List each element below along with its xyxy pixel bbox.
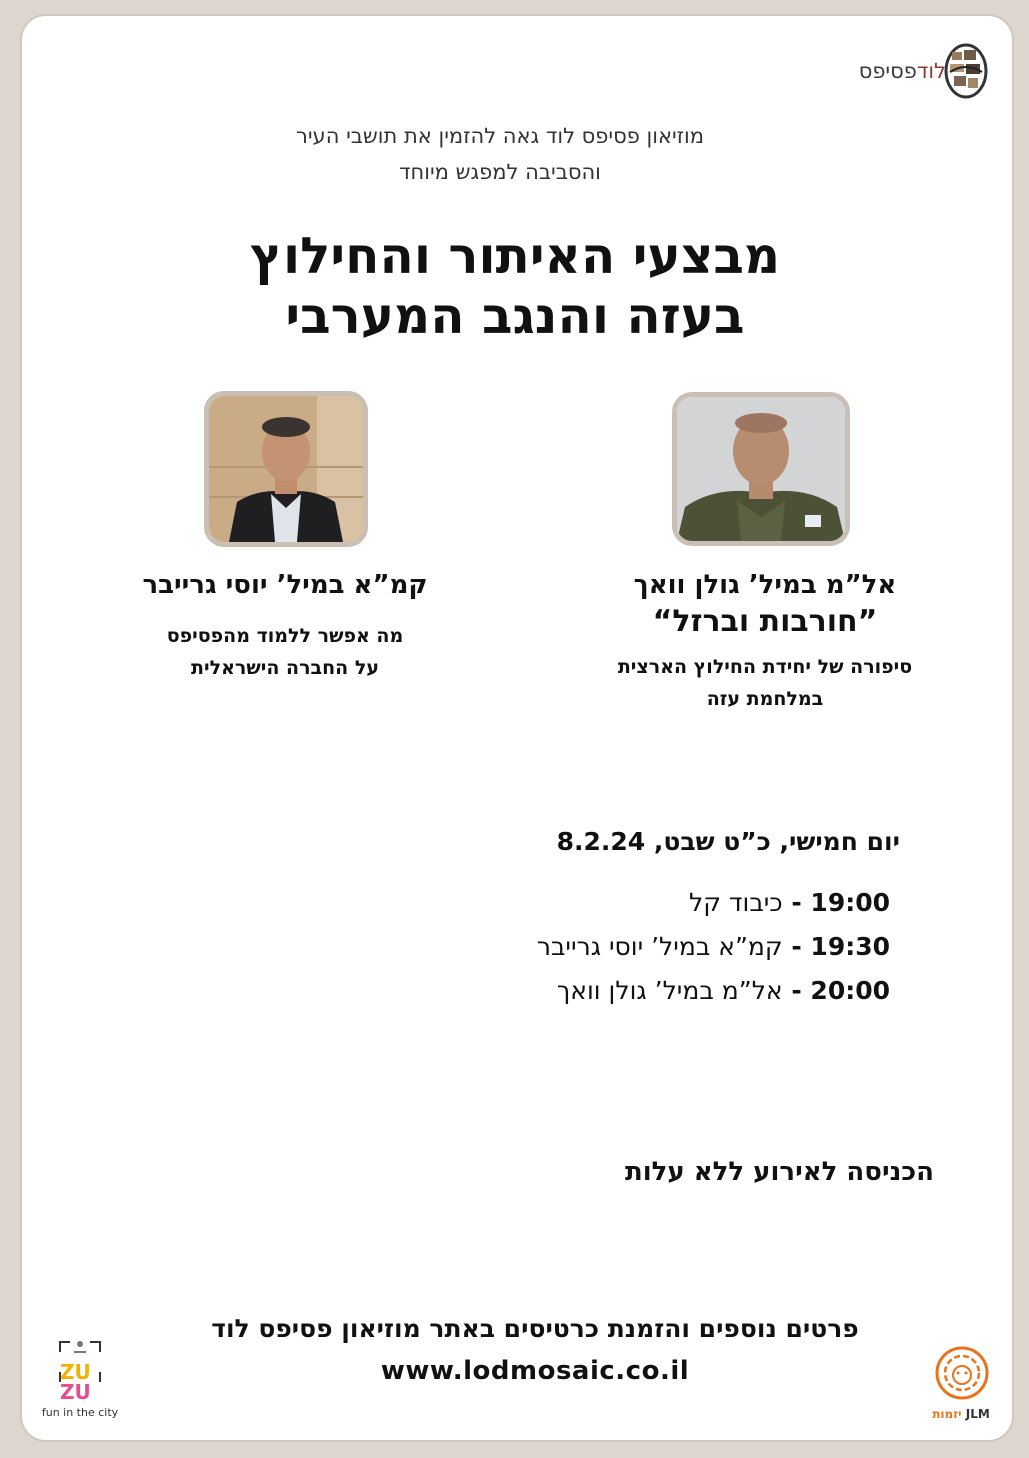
schedule-separator: - (782, 932, 811, 961)
schedule-time: 20:00 (810, 976, 890, 1005)
speaker-2-portrait-icon (209, 396, 363, 542)
speaker-1-subtitle-1: סיפורה של יחידת החילוץ הארצית (617, 656, 913, 678)
event-title (160, 226, 870, 346)
schedule-separator: - (782, 888, 811, 917)
speaker-2-photo (204, 391, 368, 547)
speaker-1-portrait-icon (677, 397, 845, 541)
speaker-2-subtitle-1: מה אפשר ללמוד מהפסיפס (166, 625, 404, 647)
jlm-text (926, 1407, 996, 1421)
logo-text (850, 59, 946, 83)
schedule-item (440, 932, 890, 961)
speaker-2-subtitle-2: על החברה הישראלית (191, 657, 379, 679)
speaker-1-name: אל”מ במיל’ גולן וואך (633, 570, 897, 600)
schedule-text: כיבוד קל (689, 888, 783, 917)
logo-text-mosaic: פסיפס (858, 59, 917, 83)
zuzu-tagline: fun in the city (41, 1406, 119, 1419)
intro-text (200, 118, 800, 190)
schedule-separator: - (782, 976, 811, 1005)
event-date: יום חמישי, כ”ט שבט, 8.2.24 (556, 827, 900, 856)
jlm-english: JLM (965, 1407, 990, 1421)
schedule-text: קמ”א במיל’ יוסי גרייבר (536, 932, 783, 961)
speaker-2-block (110, 570, 460, 684)
free-entry-text: הכניסה לאירוע ללא עלות (624, 1157, 934, 1187)
speaker-1-block (580, 570, 950, 715)
logo-text-lod: לוד (916, 59, 946, 83)
schedule-time: 19:00 (810, 888, 890, 917)
schedule-item (440, 976, 890, 1005)
museum-logo (850, 40, 990, 102)
speaker-1-subtitle-2: במלחמת עזה (706, 688, 824, 710)
mosaic-logo-icon (944, 42, 988, 100)
speaker-2-name: קמ”א במיל’ יוסי גרייבר (142, 570, 428, 600)
lion-icon (934, 1345, 990, 1401)
intro-line-1: מוזיאון פסיפס לוד גאה להזמין את תושבי העיר (296, 124, 704, 148)
jlm-hebrew: יזמות (932, 1407, 962, 1421)
zuzu-word-2: ZU (60, 1380, 91, 1404)
title-line-1: מבצעי האיתור והחילוץ (249, 227, 781, 285)
intro-line-2: והסביבה למפגש מיוחד (399, 160, 601, 184)
jlm-logo (926, 1345, 996, 1427)
website-link[interactable]: www.lodmosaic.co.il (380, 1356, 690, 1386)
schedule-item (440, 888, 890, 917)
title-line-2: בעזה והנגב המערבי (285, 287, 745, 345)
speaker-1-talk-title: ”חורבות וברזל“ (652, 604, 878, 639)
speaker-1-photo (672, 392, 850, 546)
zuzu-logo (38, 1338, 122, 1426)
schedule-text: אל”מ במיל’ גולן וואך (556, 976, 783, 1005)
zuzu-word-1: ZU (60, 1360, 91, 1384)
footer-details: פרטים נוספים והזמנת כרטיסים באתר מוזיאון פסיפס לוד (211, 1314, 859, 1343)
schedule-time: 19:30 (810, 932, 890, 961)
